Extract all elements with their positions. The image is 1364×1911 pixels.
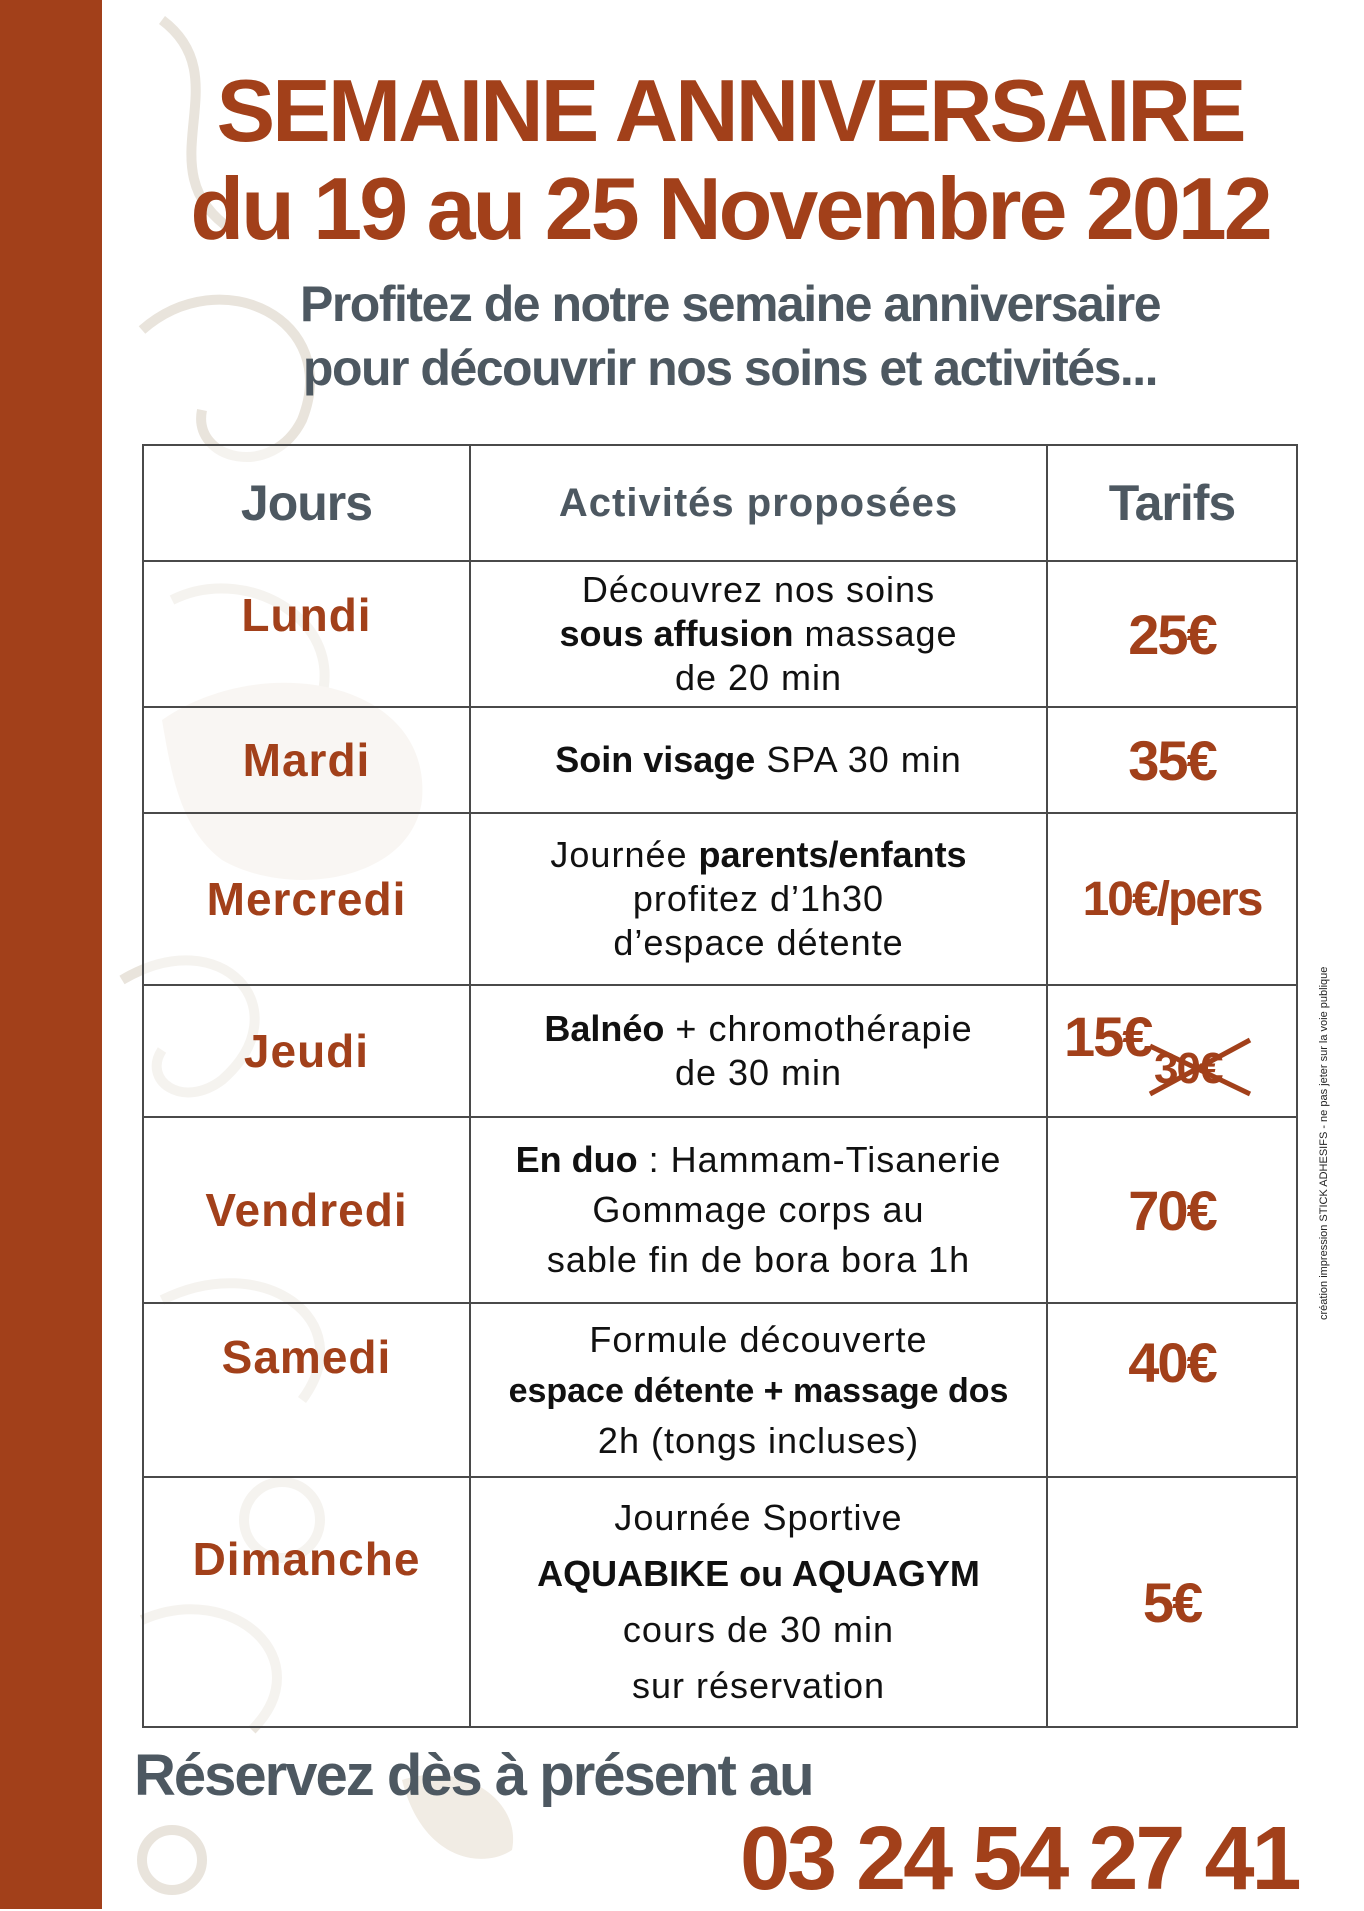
day-cell: Mercredi <box>143 813 470 985</box>
print-credit: création impression STICK ADHESIFS - ne pas jeter sur la voie publique <box>1318 966 1330 1320</box>
activity-text: Formule découverte <box>589 1318 928 1360</box>
day-cell: Lundi <box>143 561 470 707</box>
activity-text: Journée Sportive <box>614 1497 903 1538</box>
activity-highlight: Soin visage <box>555 739 756 780</box>
header-prices: Tarifs <box>1047 445 1297 561</box>
activity-cell <box>470 1477 1047 1727</box>
activity-highlight: espace détente + massage dos <box>508 1371 1009 1410</box>
activity-cell <box>470 1303 1047 1477</box>
activity-text: de 30 min <box>674 1052 843 1093</box>
price-cell: 5€ <box>1047 1477 1297 1727</box>
table-row <box>143 813 1297 985</box>
activity-text: : Hammam-Tisanerie <box>637 1139 1002 1180</box>
activity-highlight: En duo <box>515 1139 638 1180</box>
activity-text: d’espace détente <box>613 922 904 963</box>
table-row <box>143 1117 1297 1303</box>
price-cell: 35€ <box>1047 707 1297 813</box>
activity-text: 2h (tongs incluses) <box>597 1419 920 1461</box>
table-row <box>143 985 1297 1117</box>
subtitle-line2: pour découvrir nos soins et activités... <box>302 340 1158 396</box>
activity-highlight: sous affusion <box>559 613 794 654</box>
activity-highlight: Balnéo <box>544 1008 665 1049</box>
activity-cell <box>470 1117 1047 1303</box>
day-cell: Mardi <box>143 707 470 813</box>
activity-text: + chromothérapie <box>664 1008 973 1049</box>
day-cell: Dimanche <box>143 1477 470 1727</box>
activity-text: massage <box>793 613 958 654</box>
table-header-row <box>143 445 1297 561</box>
day-cell: Jeudi <box>143 985 470 1117</box>
price-cell: 10€/pers <box>1047 813 1297 985</box>
reservation-text: Réservez dès à présent au <box>134 1743 813 1808</box>
price-cell: 25€ <box>1047 561 1297 707</box>
activity-text: profitez d’1h30 <box>632 878 885 919</box>
table-row <box>143 1477 1297 1727</box>
activity-text: de 20 min <box>674 657 843 698</box>
table-row <box>143 1303 1297 1477</box>
phone-number[interactable]: 03 24 54 27 41 <box>740 1809 1299 1909</box>
left-color-band <box>0 0 102 1909</box>
activity-text: sable fin de bora bora 1h <box>546 1239 971 1280</box>
table-row <box>143 707 1297 813</box>
activity-cell <box>470 561 1047 707</box>
table-row <box>143 561 1297 707</box>
activity-cell <box>470 707 1047 813</box>
price-cell: 70€ <box>1047 1117 1297 1303</box>
activity-cell <box>470 985 1047 1117</box>
activity-text: Découvrez nos soins <box>581 569 936 610</box>
activities-table <box>142 444 1298 1728</box>
activity-text: sur réservation <box>631 1665 886 1706</box>
page-title-line2: du 19 au 25 Novembre 2012 <box>190 159 1270 258</box>
discount-price: 15€ <box>1064 1005 1152 1068</box>
activity-text: cours de 30 min <box>622 1609 895 1650</box>
header-days: Jours <box>143 445 470 561</box>
activity-text: Journée <box>550 834 699 875</box>
day-cell: Samedi <box>143 1303 470 1477</box>
activity-highlight: AQUABIKE ou AQUAGYM <box>537 1553 980 1594</box>
activity-highlight: parents/enfants <box>698 834 967 875</box>
header-activities: Activités proposées <box>470 445 1047 561</box>
activity-text: SPA 30 min <box>755 739 962 780</box>
price-cell <box>1047 985 1297 1117</box>
activity-text: Gommage corps au <box>592 1189 925 1230</box>
strike-through-cross <box>1146 1036 1256 1098</box>
page-title-line1: SEMAINE ANNIVERSAIRE <box>216 61 1244 160</box>
price-cell: 40€ <box>1047 1303 1297 1477</box>
subtitle-line1: Profitez de notre semaine anniversaire <box>299 276 1161 332</box>
activity-cell <box>470 813 1047 985</box>
day-cell: Vendredi <box>143 1117 470 1303</box>
original-price: 30€ <box>1154 1044 1222 1093</box>
